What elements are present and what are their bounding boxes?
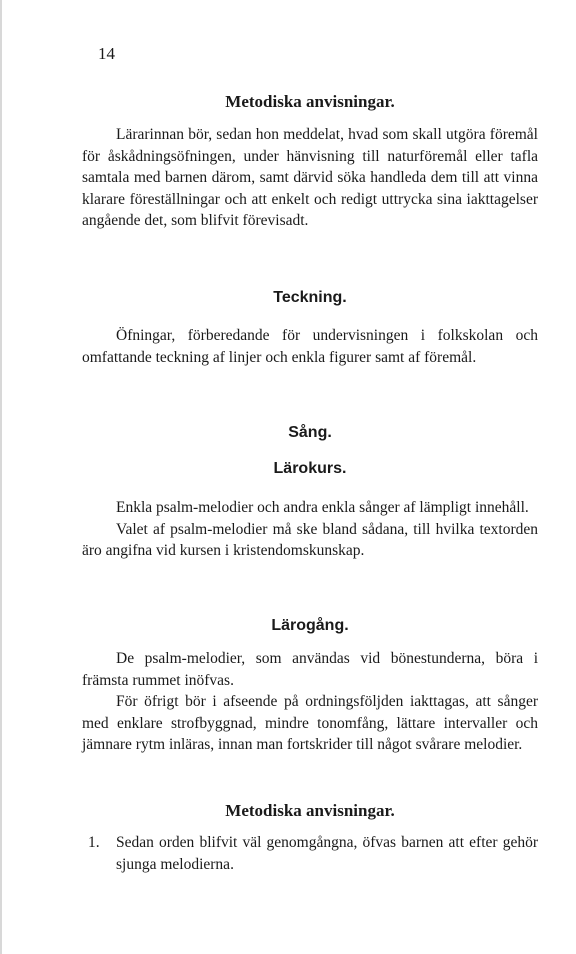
page-number: 14: [98, 44, 115, 63]
paragraph: Valet af psalm-melodier må ske bland sådana, till hvilka textorden äro angifna vid kursen i kristendomskunskap.: [82, 520, 538, 559]
section-heading-metodiska-1: Metodiska anvisningar.: [225, 92, 395, 111]
paragraph: De psalm-melodier, som användas vid bönestunderna, böra i främsta rummet inöfvas.: [82, 650, 538, 689]
list-item-number: 1.: [88, 834, 100, 851]
list-item-text: Sedan orden blifvit väl genomgångna, öfvas barnen att efter gehör sjunga melodierna.: [116, 834, 538, 873]
paragraph: Öfningar, förberedande för undervisningen i folkskolan och omfattande teckning af linjer och enkla figurer samt af föremål.: [82, 327, 538, 366]
section-heading-larogang: Lärogång.: [271, 617, 349, 634]
section-larokurs-body: [82, 497, 538, 562]
section-heading-teckning: Teckning.: [273, 289, 347, 306]
section-larogang-body: [82, 648, 538, 756]
paragraph: Lärarinnan bör, sedan hon meddelat, hvad som skall utgöra föremål för åskådningsöfningen, under hänvisning till naturföremål eller tafla samtala med barnen därom, samt därvid söka handleda dem till att vinna klarare föreställningar och att enkelt och redigt uttrycka sina iakttagelser angående det, som blifvit förevisadt.: [82, 126, 538, 229]
subheading-larokurs: Lärokurs.: [273, 460, 347, 477]
section-heading-sang: Sång.: [288, 424, 332, 441]
list-item: [88, 832, 538, 875]
section-heading-metodiska-2: Metodiska anvisningar.: [225, 801, 395, 820]
scan-edge: [0, 0, 2, 954]
section-metodiska-1-body: [82, 124, 538, 232]
section-teckning-body: [82, 325, 538, 368]
paragraph: Enkla psalm-melodier och andra enkla sånger af lämpligt innehåll.: [116, 499, 529, 516]
paragraph: För öfrigt bör i afseende på ordningsföljden iakttagas, att sånger med enklare strofbyggnad, mindre tonomfång, lättare intervaller och jämnare rytm inläras, innan man fortskrider till något svårare melodier.: [82, 693, 538, 753]
